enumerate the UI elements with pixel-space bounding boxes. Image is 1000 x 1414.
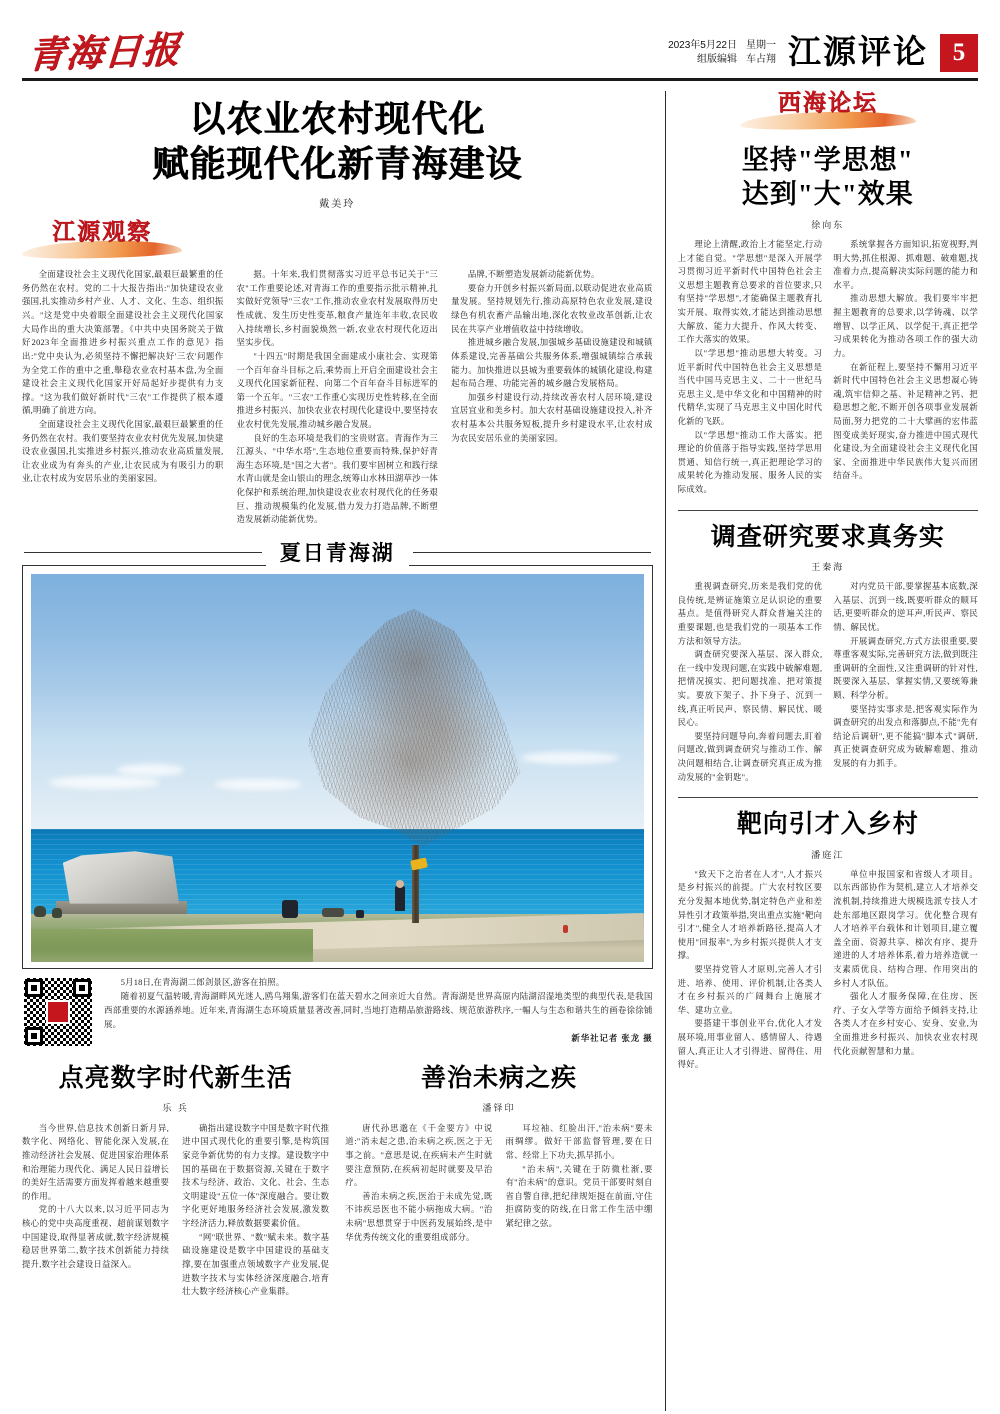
lead-headline-line1: 以农业农村现代化 [189, 99, 486, 139]
right-article2-text-2: 对内党员干部,要掌握基本底数,深入基层、沉到一线,既要听群众的顺耳话,更要听群众的逆耳声,听民声、察民情、解民忧。 开展调查研究,方式方法很重要,要尊重客观实际,完善研究方法,做到既注重调研的全面性,又注重调研的针对性,既要深入基层、掌握实情,又要统筹兼顾、科学分析。 要坚持实事求是,把客观实际作为调查研究的出发点和落脚点,不能"先有结论后调研",更不能搞"脚本式"调研,真正使调查研究成为破解难题、推动发展的有力抓手。 [833, 582, 979, 769]
right-article1-headline-line1: 坚持"学思想" [741, 145, 914, 175]
lead-text-1: 全面建设社会主义现代化国家,最艰巨最繁重的任务仍然在农村。党的二十大报告指出:"加快建设农业强国,扎实推动乡村产业、人才、文化、生态、组织振兴。"这是党中央着眼全面建设社会主义现代化国家大局作出的重大决策部署。《中共中央国务院关于做好2023年全面推进乡村振兴重点工作的意见》指出:"党中央认为,必须坚持不懈把解决好'三农'问题作为全党工作的重中之重,舉稳农业农村基本盘,为全面建设社会主义现代化国家开好局起好步提供有力支撑。"这为我们做好新时代"三农"工作提供了根本遵循,明确了前进方向。 全面建设社会主义现代化国家,最艰巨最繁重的任务仍然在农村。我们要坚持农业农村优先发展,加快建设农业强国,扎实推进乡村振兴,推动农业高质量发展,让农业成为有奔头的产业,让农民成为有吸引力的职业,让农村成为安居乐业的美丽家园。 [22, 270, 224, 484]
right-article1-column-2 [833, 238, 978, 497]
photo-caption [104, 976, 653, 1046]
right-article2-columns [678, 580, 978, 784]
photo-caption-row [22, 976, 653, 1048]
lead-column-2 [237, 268, 439, 527]
photo-person-crouching [282, 900, 298, 918]
editor-label: 组版编辑 [697, 54, 737, 65]
editor-name: 车占翔 [746, 54, 776, 65]
article-digital [22, 1064, 329, 1299]
right-article3-headline: 靶向引才入乡村 [736, 811, 919, 839]
article-health-headline: 善治未病之疾 [420, 1064, 577, 1092]
photo-qinghai-lake [31, 574, 644, 962]
lead-body-columns [22, 268, 653, 527]
right-article1-text-1: 理论上清醒,政治上才能坚定,行动上才能自觉。"学思想"是深入开展学习贯彻习近平新时代中国特色社会主义思想主题教育总要求的首位要求,只有坚持"学思想",才能确保主题教育扎实开展、取得实效,才能达到推动思想大解放、能力大提升、作风大转变、工作大落实的效果。 以"学思想"推动思想大转变。习近平新时代中国特色社会主义思想是当代中国马克思主义、二十一世纪马克思主义,是中华文化和中国精神的时代精华,实现了马克思主义中国化时代化新的飞跃。 以"学思想"推动工作大落实。把理论的价值落于指导实践,坚持学思用贯通、知信行统一,真正把理论学习的成果转化为推动发展、服务人民的实际成效。 [677, 240, 823, 494]
lead-headline-line2: 赋能现代化新青海建设 [152, 143, 523, 184]
photo-cloud [215, 779, 301, 789]
article-health-text-1: 唐代孙思邈在《千金要方》中说道:"消未起之患,治未病之疾,医之于无事之前。"意思是说,在疾病未产生时就要注意预防,在疾病初起时就要及早治疗。 善治未病之疾,医治于未成先觉,既不讳疾忌医也不能小病拖成大病。"治未病"思想贯穿于中医药发展始终,是中华优秀传统文化的重要组成部分。 [345, 1123, 493, 1242]
qr-eye-top-left [25, 979, 43, 997]
photo-title: 夏日青海湖 [266, 537, 409, 567]
article-health-column-2 [505, 1122, 652, 1244]
right-separator-1 [678, 510, 978, 511]
right-article3-byline: 潘庭江 [811, 849, 845, 860]
right-article2-column-2 [833, 580, 978, 784]
qr-eye-top-right [73, 979, 91, 997]
article-digital-headline: 点亮数字时代新生活 [58, 1064, 293, 1092]
photo-frame [22, 565, 653, 969]
lead-headline [22, 97, 653, 186]
article-digital-text-1: 当今世界,信息技术创新日新月异,数字化、网络化、智能化深入发展,在推动经济社会发展、促进国家治理体系和治理能力现代化、满足人民日益增长的美好生活需要方面发挥着越来越重要的作用。 党的十八大以来,以习近平同志为核心的党中央高度重视、超前谋划数字中国建设,取得显著成就,数字经济规模稳居世界第二,数字技术创新能力持续提升,数字社会建设日益深入。 [22, 1123, 170, 1269]
masthead-rule [22, 78, 978, 81]
right-article3-column-1 [678, 868, 823, 1072]
article-health-column-1 [345, 1122, 492, 1244]
photo-package [22, 539, 653, 1048]
article-digital-text-2: 确指出建设数字中国是数字时代推进中国式现代化的重要引擎,是构筑国家竞争新优势的有力支撑。建设数字中国的基础在于数据资源,关键在于数字技术与经济、政治、文化、社会、生态文明建设"五位一体"深度融合。要让数字化更好地服务经济社会发展,激发数字经济活力,释放数据要素价值。 "网"联世界、"数"赋未来。数字基础设施建设是数字中国建设的基础支撑,要在加强重点领域数字产业发展,促进数字技术与实体经济深度融合,培育壮大数字经济核心产业集群。 [182, 1123, 330, 1297]
lower-articles [22, 1064, 653, 1299]
issue-weekday: 星期一 [746, 39, 776, 51]
article-digital-column-1 [22, 1122, 169, 1299]
lead-text-2: 据。十年来,我们贯彻落实习近平总书记关于"三农"工作重要论述,对青海工作的重要指示批示精神,扎实做好党领导"三农"工作,推动农业农村发展取得历史性成就、发生历史性变革,粮食产量连年丰收,农民收入持续增长,乡村面貌焕然一新,农业农村现代化迈出坚实步伐。 "十四五"时期是我国全面建成小康社会、实现第一个百年奋斗目标之后,乘势而上开启全面建设社会主义现代化国家新征程、向第二个百年奋斗目标进军的第一个五年。"三农"工作重心实现历史性转移,在全面推进乡村振兴、加快农业农村现代化建设中,要坚持农业农村优先发展,推动城乡融合发展。 良好的生态环境是我们的宝贵财富。青海作为三江源头、"中华水塔",生态地位重要而特殊,保护好青海生态环境,是"国之大者"。我们要牢固树立和践行绿水青山就是金山银山的理念,统筹山水林田湖草沙一体化保护和系统治理,加快建设农业农村现代化的任务艰巨、推动规模集约化发展,借力发力打造品牌,不断塑造发展新动能新优势。 [236, 270, 439, 525]
photo-credit: 新华社记者 张龙 摄 [571, 1033, 653, 1043]
lead-text-3: 品牌,不断塑造发展新动能新优势。 要奋力开创乡村振兴新局面,以联动促进农业高质量发展。坚持规划先行,推动高原特色农业发展,建设绿色有机农畜产品输出地,深化农牧业改革创新,让农民在共享产业增值收益中持续增收。 推进城乡融合发展,加强城乡基础设施建设和城镇体系建设,完善基础公共服务体系,增强城镇综合承载能力。加快推进以县城为重要载体的城镇化建设,构建起布局合理、功能完善的城乡融合发展格局。 加强乡村建设行动,持续改善农村人居环境,建设宜居宜业和美乡村。加大农村基础设施建设投入,补齐农村基本公共服务短板,提升乡村建设水平,让农村成为农民安居乐业的美丽家园。 [451, 270, 653, 443]
article-health-columns [345, 1122, 652, 1244]
right-article2-byline: 王秦海 [811, 562, 845, 573]
photo-title-bar [22, 539, 653, 565]
paper-logo: 青海日报 [26, 29, 182, 77]
right-article1-text-2: 系统掌握各方面知识,拓宽视野,判明大势,抓住根源、抓难题、破难题,找准着力点,提高解决实际问题的能力和水平。 推动思想大解放。我们要牢牢把握主题教育的总要求,以学铸魂、以学增智、以学正风、以学促干,真正把学习成果转化为推动各项工作的强大动力。 在新征程上,要坚持不懈用习近平新时代中国特色社会主义思想凝心铸魂,筑牢信仰之基、补足精神之钙、把稳思想之舵,不断开创各项事业发展新局面,努力把党的二十大擘画的宏伟蓝图变成美好现实,奋力推进中国式现代化建设,为全面建设社会主义现代化国家、全面推进中华民族伟大复兴而团结奋斗。 [833, 240, 979, 481]
newspaper-page [0, 14, 1000, 1414]
right-article3-columns [678, 868, 978, 1072]
section-badge-xihai [740, 91, 916, 131]
page-content [22, 91, 978, 1411]
photo-cloud [117, 764, 184, 776]
column-divider [665, 91, 666, 1411]
right-article1-headline [678, 143, 978, 211]
photo-cloud [49, 776, 159, 789]
photo-person-standing [395, 886, 404, 911]
right-article2-column-1 [678, 580, 823, 784]
photo-person-red [563, 925, 569, 934]
article-digital-column-2 [182, 1122, 329, 1299]
lead-column-3 [451, 268, 653, 527]
qr-code[interactable] [22, 976, 94, 1048]
right-article3-column-2 [833, 868, 978, 1072]
article-health [345, 1064, 652, 1299]
caption-body: 随着初夏气温转暖,青海湖畔风光迷人,鸥鸟翔集,游客们在蓝天碧水之间亲近大自然。青海湖是世界高原内陆湖沼湿地类型的典型代表,是我国西部重要的水源涵养地。近年来,青海湖生态环境质量显著改善,同时,当地打造精品旅游路线、规范旅游秩序,一幅人与生态和谐共生的画卷徐徐铺展。 [104, 991, 653, 1029]
photo-stone-monument [63, 851, 179, 903]
right-article1-columns [678, 238, 978, 497]
right-separator-2 [678, 797, 978, 798]
qr-eye-bottom-left [25, 1027, 43, 1045]
right-article1-column-1 [678, 238, 823, 497]
article-health-byline: 潘铎印 [482, 1102, 516, 1113]
photo-cloud [521, 752, 619, 764]
right-article2-headline: 调查研究要求真务实 [710, 523, 945, 551]
article-digital-columns [22, 1122, 329, 1299]
photo-tree-trunk [412, 845, 419, 923]
right-article1-byline: 徐向东 [811, 220, 845, 231]
badge-label: 西海论坛 [777, 90, 878, 115]
article-digital-byline: 乐 兵 [162, 1102, 189, 1113]
lead-byline: 戴美玲 [319, 199, 356, 211]
issue-date: 2023年5月22日 [668, 39, 737, 51]
right-zone [678, 91, 978, 1411]
photo-bush [34, 906, 46, 918]
photo-grass [31, 929, 313, 962]
photo-person-sitting [356, 910, 365, 918]
article-health-text-2: 耳垃袖、红脸出汗,"治未病"要未雨绸缪。做好干部监督管理,要在日常、经常上下功夫,抓早抓小。 "治未病",关键在于防微杜渐,要有"治未病"的意识。党员干部要时刻自省自警自律,把纪律规矩挺在前面,守住拒腐防变的防线,在日常工作生活中绷紧纪律之弦。 [505, 1123, 653, 1229]
issue-info [668, 39, 776, 68]
lead-column-1 [22, 268, 224, 527]
photo-bench [322, 908, 344, 917]
badge-label: 江源观察 [52, 219, 152, 245]
right-article2-text-1: 重视调查研究,历来是我们党的优良传统,是辨证施策立足认识论的重要基点。是值得研究人群众普遍关注的重要课题,也是我们党的一项基本工作方法和领导方法。 调查研究要深入基层、深入群众,在一线中发现问题,在实践中破解难题,把情况摸实、把问题找准、把对策提实。要放下架子、扑下身子、沉到一线,真正听民声、察民情、解民忧、暖民心。 要坚持问题导向,奔着问题去,盯着问题改,做到调查研究与推动工作、解决问题相结合,让调查研究真正成为推动发展的"金钥匙"。 [677, 582, 823, 782]
section-name: 江源评论 [788, 34, 928, 71]
section-badge-jiangyuan [22, 220, 182, 260]
right-article3-text-1: "致天下之治者在人才",人才振兴是乡村振兴的前提。广大农村牧区要充分发掘本地优势,制定特色产业和差异性引才政策举措,突出重点实施"靶向引才",健全人才培养新路径,提高人才使用"回报率",为乡村振兴提供人才支撑。 要坚持党管人才原则,完善人才引进、培养、使用、评价机制,让各类人才在乡村振兴的广阔舞台上施展才华、建功立业。 要搭建干事创业平台,优化人才发展环境,用事业留人、感情留人、待遇留人,真正让人才引得进、留得住、用得好。 [677, 869, 823, 1070]
page-number-badge: 5 [940, 34, 978, 72]
left-zone [22, 91, 653, 1411]
masthead-right [668, 34, 978, 72]
masthead [22, 14, 978, 77]
right-article1-headline-line2: 达到"大"效果 [741, 179, 914, 210]
caption-line-1: 5月18日,在青海湖二郎剑景区,游客在拍照。 [120, 977, 285, 987]
right-article3-text-2: 单位申报国家和省级人才项目。以东西部协作为契机,建立人才培养交流机制,持续推进大规模选派专技人才赴东部地区跟岗学习。优化整合现有人才培养平台载体和计划项目,建立覆盖全面、资源共享、梯次有序、提升递进的人才培养体系,着力培养造就一支素质优良、结构合理、作用突出的乡村人才队伍。 强化人才服务保障,在住房、医疗、子女入学等方面给予倾斜支持,让各类人才在乡村安心、安身、安业,为全面推进乡村振兴、加快农业农村现代化贡献智慧和力量。 [833, 869, 979, 1056]
photo-bush [52, 908, 62, 917]
